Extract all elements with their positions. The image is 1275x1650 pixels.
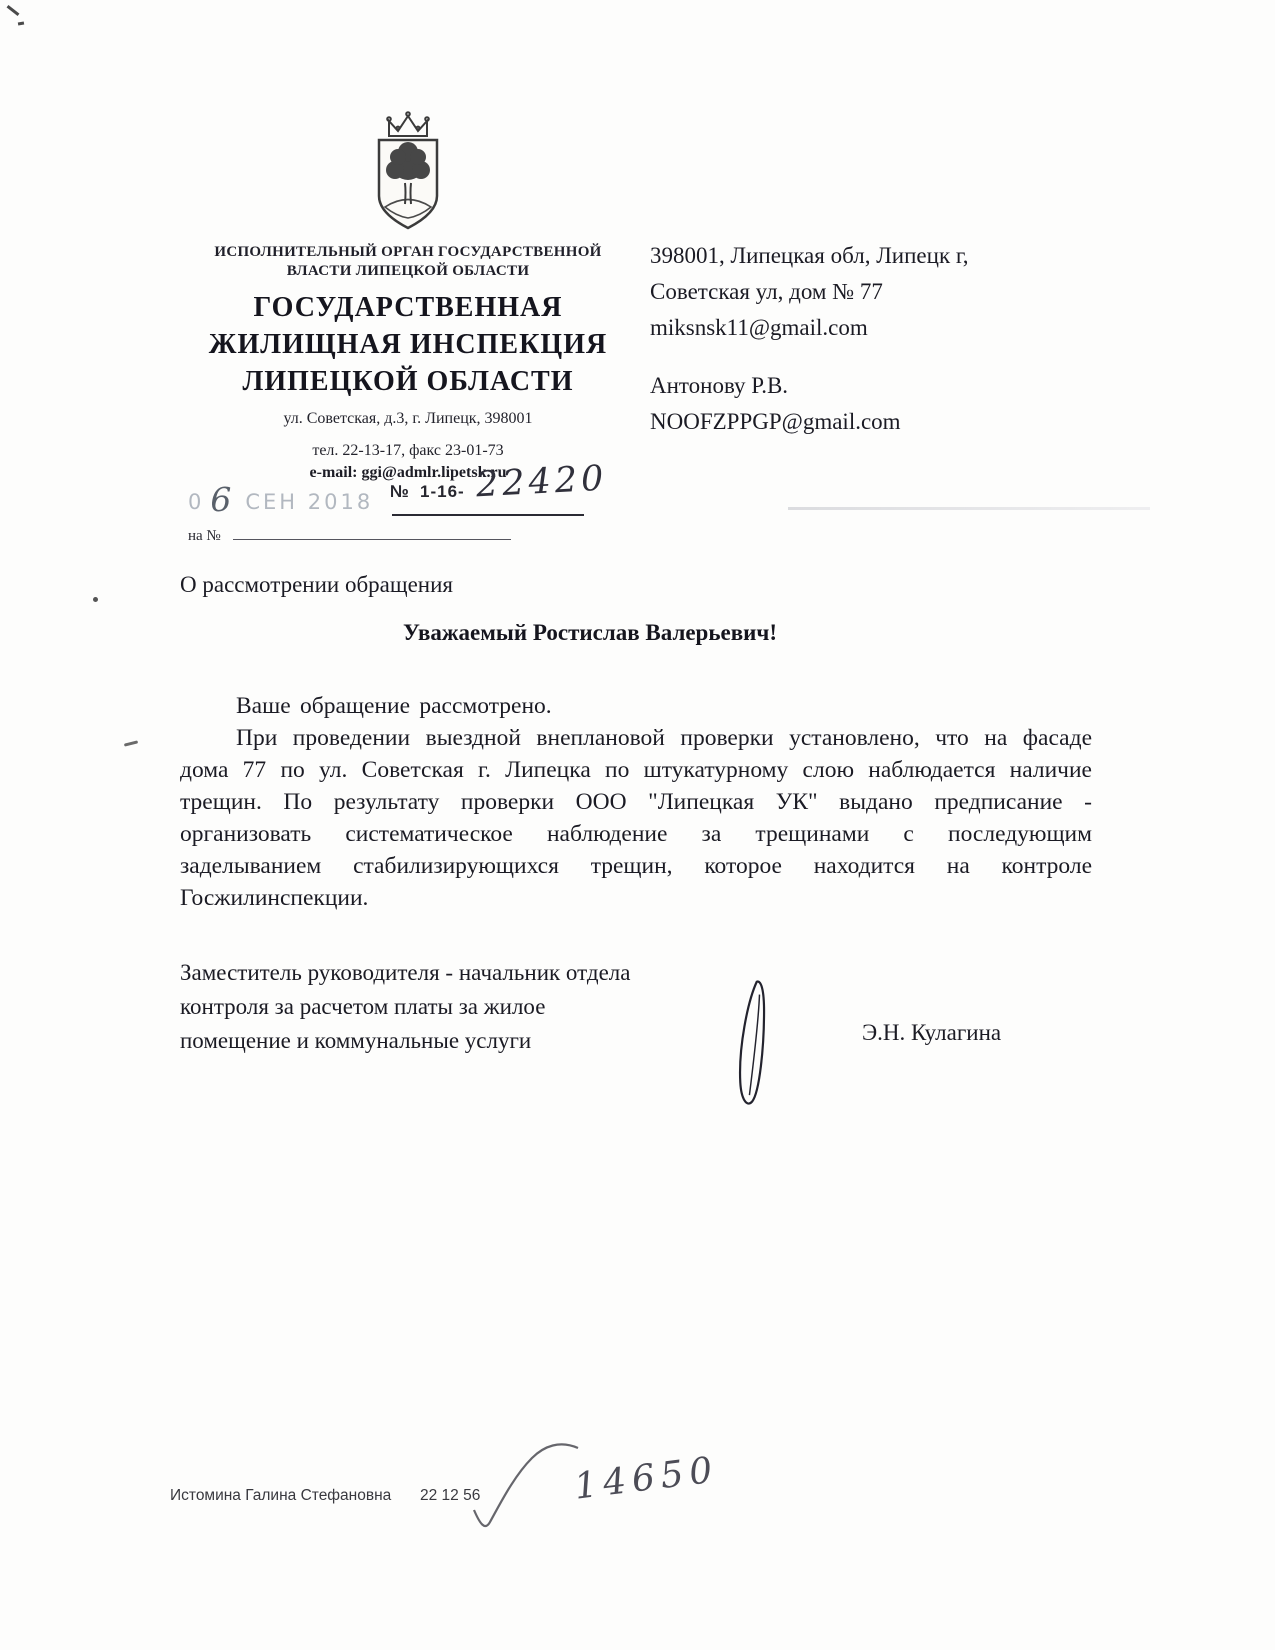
signer-position-line: Заместитель руководителя - начальник отдела — [180, 960, 631, 985]
org-address: ул. Советская, д.3, г. Липецк, 398001 — [283, 410, 533, 427]
body-paragraph: При проведении выездной внеплановой проверки установлено, что на фасаде дома 77 по ул. Советская г. Липецка по штукатурному слою наблюдается наличие трещин. По результату проверки ООО "Липецкая УК" выдано предписание - организовать систематическое наблюдение за трещинами с последующим заделыванием стабилизирующихся трещин, которое находится на контроле Госжилинспекции. — [180, 725, 1092, 911]
letterhead-org-column — [183, 110, 633, 482]
scan-faint-line — [788, 507, 1150, 510]
subject-line: О рассмотрении обращения — [180, 572, 453, 597]
handwritten-checkmark — [466, 1436, 586, 1536]
letter-body — [180, 690, 1092, 914]
scan-speck — [7, 5, 20, 16]
recipient-address-line: Советская ул, дом № 77 — [650, 279, 883, 304]
organization-name — [183, 289, 633, 400]
body-paragraph: Ваше обращение рассмотрено. — [236, 693, 552, 719]
scan-speck — [18, 22, 24, 26]
org-name-line: ЖИЛИЩНАЯ ИНСПЕКЦИЯ — [208, 329, 608, 360]
recipient-email: miksnsk11@gmail.com — [650, 315, 868, 340]
authority-line: ИСПОЛНИТЕЛЬНЫЙ ОРГАН ГОСУДАРСТВЕННОЙ — [214, 244, 602, 260]
stamp-handwritten-digit: 6 — [210, 480, 232, 519]
signer-position — [180, 956, 740, 1058]
org-email: e-mail: ggi@admlr.lipetsk.ru — [309, 464, 507, 481]
authority-name — [183, 243, 633, 281]
scan-dot — [93, 597, 98, 602]
executor-phone: 22 12 56 — [420, 1487, 481, 1504]
org-name-line: ГОСУДАРСТВЕННАЯ — [253, 292, 563, 323]
org-phone-fax: тел. 22-13-17, факс 23-01-73 — [312, 442, 504, 459]
reply-to-underline — [233, 524, 511, 540]
stamp-digit: 0 — [188, 490, 205, 514]
reply-to-label: на № — [188, 528, 221, 544]
signer-name: Э.Н. Кулагина — [862, 1020, 1002, 1045]
recipient-name: Антонову Р.В. — [650, 373, 789, 398]
scan-dash — [124, 740, 138, 746]
recipient-block — [650, 238, 1150, 440]
stamp-month-year: СЕН 2018 — [245, 490, 374, 514]
executor-name: Истомина Галина Стефановна — [170, 1487, 392, 1504]
recipient-name-email: NOOFZPPGP@gmail.com — [650, 409, 901, 434]
outgoing-number-line — [188, 458, 828, 526]
authority-line: ВЛАСТИ ЛИПЕЦКОЙ ОБЛАСТИ — [286, 263, 530, 279]
outgoing-number-underline — [392, 514, 584, 516]
handwritten-signature — [722, 972, 786, 1114]
org-name-line: ЛИПЕЦКОЙ ОБЛАСТИ — [242, 366, 574, 397]
date-stamp — [188, 478, 373, 517]
signer-position-line: помещение и коммунальные услуги — [180, 1028, 532, 1053]
handwritten-registration-number: 14650 — [572, 1449, 721, 1508]
number-sign: № — [390, 482, 409, 501]
salutation: Уважаемый Ростислав Валерьевич! — [402, 620, 778, 645]
outgoing-number-prefix: 1-16- — [420, 482, 465, 501]
recipient-address-line: 398001, Липецкая обл, Липецк г, — [650, 243, 969, 268]
outgoing-number-handwritten: 22420 — [475, 458, 609, 506]
reply-to-number-line — [188, 524, 511, 545]
signer-position-line: контроля за расчетом платы за жилое — [180, 994, 546, 1019]
lipetsk-coat-of-arms-icon — [365, 110, 451, 234]
